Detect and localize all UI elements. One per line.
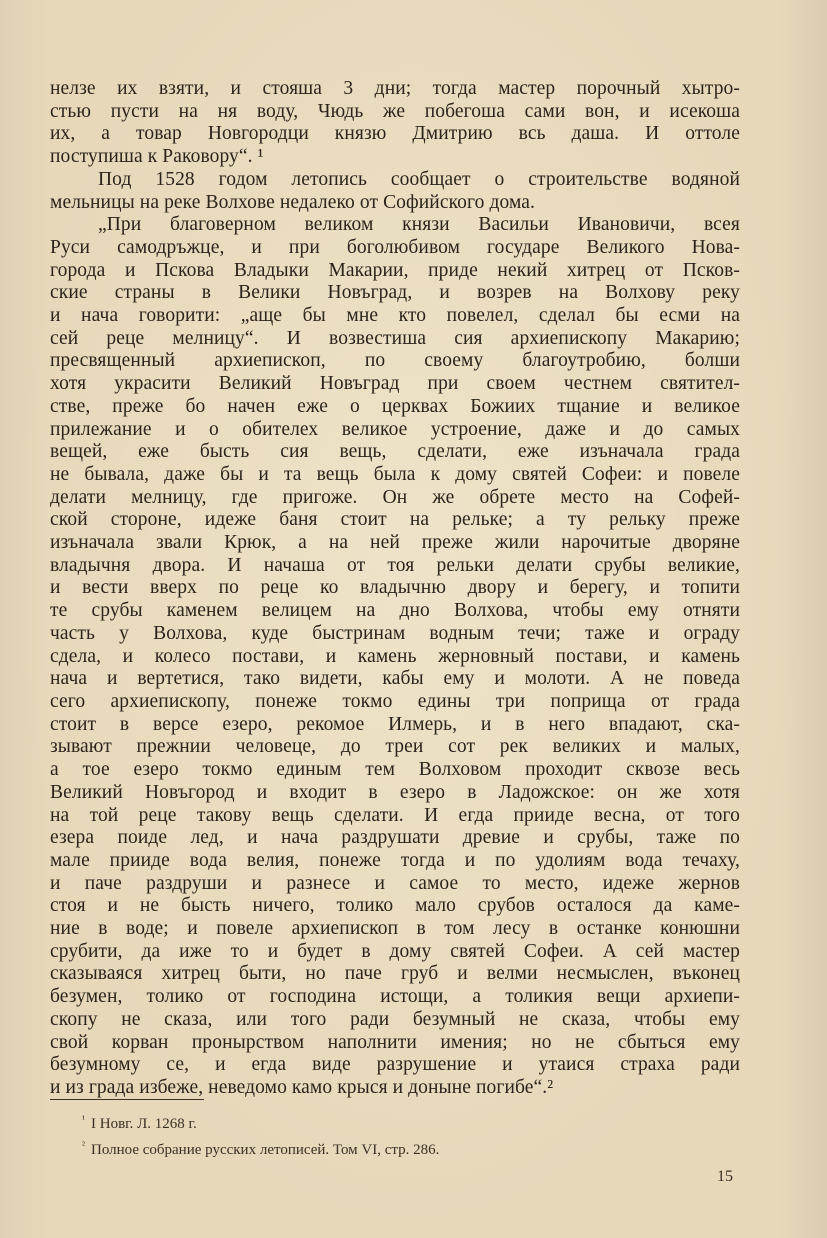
text-line: зывают прежнии человеце, до треи сот рек великих и малых, <box>50 736 740 758</box>
text-line: безумен, толико от господина истощи, а толикия вещи архиепи- <box>50 986 740 1008</box>
text-line: поступиша к Раковору“. ¹ <box>50 146 264 168</box>
text-line: ние в воде; и повеле архиепископ в том лесу в останке конюшни <box>50 918 740 940</box>
text-line: стоя и не бысть ничего, толико мало срубов осталося да каме- <box>50 895 740 917</box>
text-line: на той реце такову вещь сделати. И егда прииде весна, от того <box>50 804 740 826</box>
text-line: часть у Волхова, куде быстринам водным течи; таже и ограду <box>50 622 740 644</box>
paragraph <box>50 78 740 169</box>
text-line: делати мелницу, где пригоже. Он же обрете место на Софей- <box>50 486 740 508</box>
footnotes <box>82 1109 642 1161</box>
text-line: скопу не сказа, или того ради безумный не сказа, чтобы ему <box>50 1008 740 1030</box>
footnote-divider <box>50 1099 204 1100</box>
paragraph <box>50 169 740 214</box>
text-line: и паче раздруши и разнесе и самое то место, идеже жернов <box>50 872 740 894</box>
footnote-text: I Новг. Л. 1268 г. <box>91 1116 197 1132</box>
text-line: хотя украсити Великий Новъград при своем честнем святител- <box>50 373 740 395</box>
page-number: 15 <box>717 1168 733 1185</box>
text-line: сего архиепископу, понеже токмо едины три поприща от града <box>50 690 740 712</box>
text-line: мельницы на реке Волхове недалеко от Софийского дома. <box>50 191 535 213</box>
text-line: стве, преже бо начен еже о церквах Божиих тщание и великое <box>50 395 740 417</box>
text-line: езера поиде лед, и нача раздрушати древие и срубы, таже по <box>50 827 740 849</box>
text-line: города и Пскова Владыки Макарии, приде некий хитрец от Псков- <box>50 259 740 281</box>
text-line: сей реце мелницу“. И возвестиша сия архиепископу Макарию; <box>50 327 740 349</box>
text-line: свой корван пронырством наполнити имения; но не сбыться ему <box>50 1031 740 1053</box>
text-line: стоит в версе езеро, рекомое Илмерь, и в него впадают, ска- <box>50 713 740 735</box>
text-line: вещей, еже бысть сия вещь, сделати, еже изъначала града <box>50 441 740 463</box>
text-line: те срубы каменем велицем на дно Волхова, чтобы ему отняти <box>50 600 740 622</box>
text-line: их, а товар Новгородци князю Дмитрию всь даша. И оттоле <box>50 123 740 145</box>
text-line: „При благоверном великом князи Васильи Ивановичи, всея <box>98 214 740 236</box>
text-line: и из града избеже, неведомо камо крыся и доныне погибе“.² <box>50 1076 554 1098</box>
text-line: сказываяся хитрец быти, но паче груб и велми несмыслен, въконец <box>50 963 740 985</box>
text-line: и нача говорити: „аще бы мне кто повелел, сделал бы есми на <box>50 305 740 327</box>
text-line: изъначала звали Крюк, а на ней преже жили нарочитые дворяне <box>50 532 740 554</box>
text-line: владычня двора. И начаша от тоя рельки делати срубы великие, <box>50 554 740 576</box>
text-line: пресвященный архиепископ, по своему благоутробию, болши <box>50 350 740 372</box>
text-line: срубити, да иже то и будет в дому святей Софеи. А сей мастер <box>50 940 740 962</box>
footnote <box>82 1135 642 1161</box>
text-line: Под 1528 годом летопись сообщает о строительстве водяной <box>98 168 740 190</box>
text-line: Великий Новъгород и входит в езеро в Ладожское: он же хотя <box>50 781 740 803</box>
text-line: безумному се, и егда виде разрушение и утаися страха ради <box>50 1054 740 1076</box>
main-text <box>50 78 740 1100</box>
footnote-mark: ¹ <box>82 1114 85 1125</box>
paragraph <box>50 214 740 1099</box>
text-line: нелзе их взяти, и стояша 3 дни; тогда мастер порочный хытро- <box>50 78 740 99</box>
text-line: ской стороне, идеже баня стоит на рельке; а ту рельку преже <box>50 509 740 531</box>
text-line: Руси самодръжце, и при боголюбивом государе Великого Нова- <box>50 236 740 258</box>
text-line: и вести вверх по реце ко владычню двору и берегу, и топити <box>50 577 740 599</box>
footnote-mark: ² <box>82 1140 85 1151</box>
text-line: не бывала, даже бы и та вещь была к дому святей Софеи: и повеле <box>50 463 740 485</box>
text-line: а тое езеро токмо единым тем Волховом проходит сквозе весь <box>50 759 740 781</box>
text-line: мале прииде вода велия, понеже тогда и по удолиям вода течаху, <box>50 849 740 871</box>
text-line: стью пусти на ня воду, Чюдь же побегоша сами вон, и исекоша <box>50 100 740 122</box>
text-line: прилежание и о обителех великое устроение, даже и до самых <box>50 418 740 440</box>
footnote <box>82 1109 642 1135</box>
footnote-text: Полное собрание русских летописей. Том VI, стр. 286. <box>91 1142 440 1158</box>
text-line: сдела, и колесо постави, и камень жерновный постави, и камень <box>50 645 740 667</box>
text-line: ские страны в Велики Новъград, и возрев на Волхову реку <box>50 282 740 304</box>
text-line: нача и вертетися, тако видети, кабы ему и молоти. А не поведа <box>50 668 740 690</box>
